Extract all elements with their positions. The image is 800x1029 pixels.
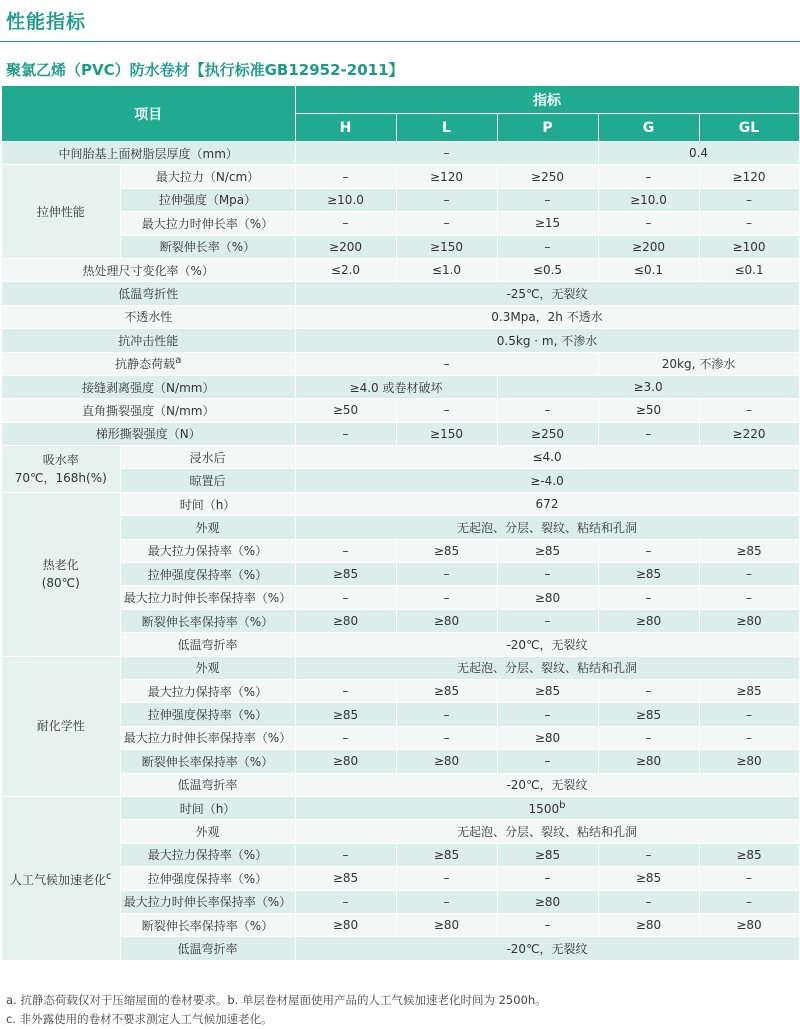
cell-value: –: [295, 843, 396, 866]
cell-value: –: [295, 142, 598, 165]
cell-value: 无起泡、分层、裂纹、粘结和孔洞: [295, 656, 799, 679]
cell-value: –: [396, 188, 497, 211]
cell-value: ≤0.1: [598, 258, 699, 281]
row-label: 最大拉力保持率（%）: [120, 539, 295, 562]
group-label-line: 热老化: [42, 558, 79, 573]
row-label: 外观: [120, 516, 295, 539]
product-subtitle: 聚氯乙烯（PVC）防水卷材【执行标准GB12952-2011】: [6, 61, 404, 79]
cell-value: ≥80: [497, 726, 598, 749]
table-row: [2, 820, 799, 843]
cell-value: –: [295, 679, 396, 702]
group-label: 耐化学性: [2, 656, 120, 796]
cell-value: ≥150: [396, 235, 497, 258]
cell-value: ≤4.0: [295, 446, 799, 469]
table-row: [2, 937, 799, 960]
cell-value: –: [396, 212, 497, 235]
cell-value: ≥10.0: [295, 188, 396, 211]
table-row: [2, 586, 799, 609]
cell-value: –: [497, 609, 598, 632]
row-label: 外观: [120, 656, 295, 679]
cell-value: ≥50: [598, 399, 699, 422]
row-label: 断裂伸长率保持率（%）: [120, 750, 295, 773]
cell-value: ≥80: [497, 586, 598, 609]
cell-value: ≥85: [396, 843, 497, 866]
cell-value: -25℃，无裂纹: [295, 282, 799, 305]
row-label: 断裂伸长率保持率（%）: [120, 609, 295, 632]
cell-value: –: [396, 399, 497, 422]
cell-value: –: [295, 352, 598, 375]
row-label: 外观: [120, 820, 295, 843]
footnote-marker: c: [106, 870, 112, 882]
cell-value: ≥10.0: [598, 188, 699, 211]
cell-value: –: [598, 726, 699, 749]
cell-value: ≥85: [396, 679, 497, 702]
group-label: 拉伸性能: [2, 165, 120, 259]
row-label: 最大拉力（N/cm）: [120, 165, 295, 188]
cell-value: ≥80: [396, 750, 497, 773]
column-header-p: P: [497, 114, 598, 142]
row-label: 低温弯折率: [120, 773, 295, 796]
cell-value: –: [598, 539, 699, 562]
footnotes: [6, 991, 547, 1029]
cell-value: ≥85: [598, 703, 699, 726]
cell-value: –: [497, 867, 598, 890]
cell-value: ≥85: [295, 563, 396, 586]
cell-value: –: [598, 843, 699, 866]
table-row: [2, 422, 799, 445]
cell-value: ≥50: [295, 399, 396, 422]
cell-value: 无起泡、分层、裂纹、粘结和孔洞: [295, 820, 799, 843]
cell-value: –: [699, 867, 799, 890]
cell-value: ≥80: [598, 913, 699, 936]
table-row: [2, 516, 799, 539]
cell-value: ≥100: [699, 235, 799, 258]
cell-value: –: [598, 890, 699, 913]
table-row: [2, 867, 799, 890]
cell-value: –: [497, 235, 598, 258]
table-row: [2, 212, 799, 235]
cell-value: ≥85: [295, 867, 396, 890]
cell-value: ≥15: [497, 212, 598, 235]
cell-value: –: [598, 165, 699, 188]
cell-value: 0.5kg · m, 不渗水: [295, 329, 799, 352]
cell-value: –: [598, 212, 699, 235]
cell-value: ≥250: [497, 422, 598, 445]
table-row: [2, 890, 799, 913]
row-label: 直角撕裂强度（N/mm）: [2, 399, 295, 422]
cell-value: –: [295, 726, 396, 749]
table-row: [2, 282, 799, 305]
cell-value: [295, 796, 799, 819]
cell-value: –: [497, 703, 598, 726]
cell-value: 无起泡、分层、裂纹、粘结和孔洞: [295, 516, 799, 539]
group-label: [2, 446, 120, 493]
cell-value: –: [396, 890, 497, 913]
cell-value: ≥80: [699, 913, 799, 936]
row-label: [2, 352, 295, 375]
cell-value: –: [295, 212, 396, 235]
cell-value: –: [699, 890, 799, 913]
row-label: 最大拉力时伸长率保持率（%）: [120, 726, 295, 749]
cell-value: ≥80: [598, 750, 699, 773]
row-label: 最大拉力时伸长率保持率（%）: [120, 586, 295, 609]
row-label: 不透水性: [2, 305, 295, 328]
cell-value: ≥4.0 或卷材破坏: [295, 375, 497, 398]
cell-value: ≥80: [699, 609, 799, 632]
cell-value: 0.3Mpa，2h 不透水: [295, 305, 799, 328]
row-label: 断裂伸长率保持率（%）: [120, 913, 295, 936]
table-row: [2, 142, 799, 165]
cell-value: –: [699, 563, 799, 586]
group-label-line: (80℃): [41, 576, 80, 591]
row-label: 拉伸强度保持率（%）: [120, 703, 295, 726]
cell-value: ≥120: [699, 165, 799, 188]
row-label: 最大拉力保持率（%）: [120, 679, 295, 702]
cell-value: ≥85: [497, 843, 598, 866]
row-label: 中间胎基上面树脂层厚度（mm）: [2, 142, 295, 165]
cell-value: ≥3.0: [497, 375, 799, 398]
cell-value: ≥85: [699, 679, 799, 702]
column-header-h: H: [295, 114, 396, 142]
column-header-l: L: [396, 114, 497, 142]
cell-value: –: [295, 890, 396, 913]
cell-value: ≥85: [396, 539, 497, 562]
cell-value: ≥85: [598, 867, 699, 890]
table-row: [2, 329, 799, 352]
cell-value: –: [396, 586, 497, 609]
cell-value: 0.4: [598, 142, 799, 165]
row-label: 拉伸强度保持率（%）: [120, 563, 295, 586]
row-label: 拉伸强度（Mpa）: [120, 188, 295, 211]
cell-value: –: [699, 188, 799, 211]
footnote-marker: a: [175, 355, 182, 367]
cell-value: ≥85: [699, 843, 799, 866]
cell-value: ≥120: [396, 165, 497, 188]
cell-value: ≤0.1: [699, 258, 799, 281]
performance-table: [2, 86, 800, 961]
row-label: 低温弯折性: [2, 282, 295, 305]
row-label: 最大拉力保持率（%）: [120, 843, 295, 866]
table-row: [2, 796, 799, 819]
cell-value: –: [295, 586, 396, 609]
cell-value: ≤0.5: [497, 258, 598, 281]
row-label: 浸水后: [120, 446, 295, 469]
row-label: 最大拉力时伸长率（%）: [120, 212, 295, 235]
table-row: [2, 633, 799, 656]
cell-value: -20℃，无裂纹: [295, 937, 799, 960]
cell-value: –: [497, 188, 598, 211]
cell-value: ≥220: [699, 422, 799, 445]
table-row: [2, 352, 799, 375]
column-header-gl: GL: [699, 114, 799, 142]
cell-value: –: [699, 703, 799, 726]
cell-value: –: [396, 726, 497, 749]
footnote-line: a. 抗静态荷载仅对于压缩屋面的卷材要求。b. 单层卷材屋面使用产品的人工气候加速老化时间为 2500h。: [6, 993, 547, 1007]
row-label: 接缝剥离强度（N/mm）: [2, 375, 295, 398]
table-row: [2, 703, 799, 726]
section-title: 性能指标: [6, 11, 87, 33]
table-row: [2, 563, 799, 586]
row-label: 时间（h）: [120, 796, 295, 819]
group-label: [2, 492, 120, 656]
row-label: 最大拉力时伸长率保持率（%）: [120, 890, 295, 913]
row-label: 低温弯折率: [120, 937, 295, 960]
group-label-text: 人工气候加速老化: [9, 872, 106, 887]
group-label-line: 70℃，168h(%): [14, 470, 107, 485]
table-row: [2, 609, 799, 632]
table-row: [2, 446, 799, 469]
table-row: [2, 750, 799, 773]
cell-value: –: [699, 212, 799, 235]
group-label: [2, 796, 120, 960]
cell-value: –: [295, 422, 396, 445]
cell-value: –: [699, 586, 799, 609]
footnote-marker: b: [559, 800, 566, 812]
row-label: 热处理尺寸变化率（%）: [2, 258, 295, 281]
cell-value: –: [598, 586, 699, 609]
table-row: [2, 679, 799, 702]
cell-value: ≥80: [295, 913, 396, 936]
cell-value: –: [598, 422, 699, 445]
row-label-text: 抗静态荷载: [115, 357, 176, 372]
table-row: [2, 399, 799, 422]
row-label: 断裂伸长率（%）: [120, 235, 295, 258]
group-label-line: 吸水率: [42, 452, 79, 467]
cell-value: ≥150: [396, 422, 497, 445]
cell-value: –: [497, 563, 598, 586]
cell-value: –: [396, 563, 497, 586]
table-row: [2, 305, 799, 328]
cell-value: ≥80: [497, 890, 598, 913]
cell-value: –: [699, 399, 799, 422]
cell-value: ≤1.0: [396, 258, 497, 281]
cell-value-text: 1500: [528, 802, 560, 817]
row-label: 梯形撕裂强度（N）: [2, 422, 295, 445]
cell-value: ≥80: [699, 750, 799, 773]
cell-value: ≥85: [497, 539, 598, 562]
row-label: 拉伸强度保持率（%）: [120, 867, 295, 890]
row-label: 低温弯折率: [120, 633, 295, 656]
column-header-g: G: [598, 114, 699, 142]
table-row: [2, 656, 799, 679]
row-label: 晾置后: [120, 469, 295, 492]
cell-value: –: [295, 165, 396, 188]
cell-value: –: [497, 399, 598, 422]
cell-value: ≥80: [295, 609, 396, 632]
table-row: [2, 165, 799, 188]
table-row: [2, 539, 799, 562]
cell-value: 672: [295, 492, 799, 515]
table-row: [2, 913, 799, 936]
cell-value: –: [497, 913, 598, 936]
cell-value: ≥80: [396, 913, 497, 936]
cell-value: ≥85: [295, 703, 396, 726]
item-header: 项目: [2, 86, 295, 142]
cell-value: ≥200: [295, 235, 396, 258]
cell-value: ≥200: [598, 235, 699, 258]
cell-value: -20℃，无裂纹: [295, 773, 799, 796]
cell-value: –: [497, 750, 598, 773]
footnote-line: c. 非外露使用的卷材不要求测定人工气候加速老化。: [6, 1012, 273, 1026]
index-header: 指标: [295, 86, 799, 114]
cell-value: ≥80: [295, 750, 396, 773]
table-row: [2, 492, 799, 515]
cell-value: ≥85: [598, 563, 699, 586]
cell-value: ≥80: [598, 609, 699, 632]
header-divider: [0, 41, 800, 42]
cell-value: ≤2.0: [295, 258, 396, 281]
row-label: 抗冲击性能: [2, 329, 295, 352]
cell-value: –: [295, 539, 396, 562]
table-row: [2, 235, 799, 258]
table-row: [2, 773, 799, 796]
table-row: [2, 258, 799, 281]
cell-value: ≥80: [396, 609, 497, 632]
row-label: 时间（h）: [120, 492, 295, 515]
table-row: [2, 469, 799, 492]
cell-value: ≥-4.0: [295, 469, 799, 492]
cell-value: –: [396, 703, 497, 726]
cell-value: –: [396, 867, 497, 890]
table-row: [2, 843, 799, 866]
table-row: [2, 726, 799, 749]
table-row: [2, 188, 799, 211]
table-row: [2, 375, 799, 398]
cell-value: ≥85: [497, 679, 598, 702]
cell-value: ≥85: [699, 539, 799, 562]
cell-value: ≥250: [497, 165, 598, 188]
page-header: [0, 0, 800, 44]
cell-value: -20℃，无裂纹: [295, 633, 799, 656]
cell-value: –: [598, 679, 699, 702]
cell-value: 20kg, 不渗水: [598, 352, 799, 375]
cell-value: –: [699, 726, 799, 749]
